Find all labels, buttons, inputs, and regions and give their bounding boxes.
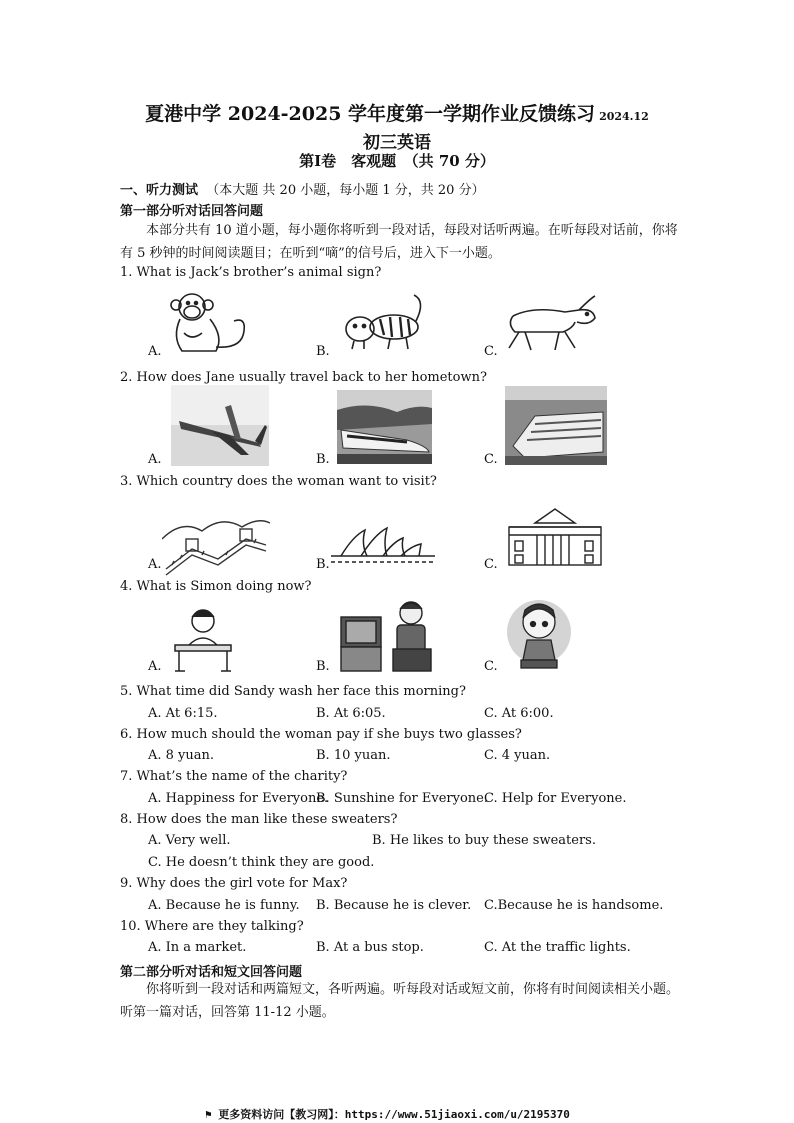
q4-option-b: B.	[316, 659, 330, 674]
q4-option-a: A.	[148, 659, 162, 674]
q6-option-a: A. 8 yuan.	[148, 748, 215, 763]
white-house-picture	[505, 505, 605, 569]
footer-text: 更多资料访问【教习网】：https://www.51jiaoxi.com/u/2195370	[218, 1108, 570, 1121]
great-wall-picture	[162, 509, 270, 577]
q7-option-b: B. Sunshine for Everyone.	[316, 791, 488, 806]
q7-option-a: A. Happiness for Everyone.	[148, 791, 329, 806]
question-2: 2. How does Jane usually travel back to her hometown?	[120, 370, 487, 385]
q9-option-b: B. Because he is clever.	[316, 898, 472, 913]
airplane-picture	[171, 385, 269, 466]
tiger-picture	[340, 291, 428, 351]
question-5: 5. What time did Sandy wash her face this morning?	[120, 684, 466, 699]
question-7: 7. What’s the name of the charity?	[120, 769, 348, 784]
q9-option-c: C.Because he is handsome.	[484, 898, 664, 913]
question-9: 9. Why does the girl vote for Max?	[120, 876, 348, 891]
footer-link[interactable]	[205, 1106, 570, 1122]
q2-option-c: C.	[484, 452, 498, 467]
q2-option-b: B.	[316, 452, 330, 467]
boy-at-desk-picture	[171, 605, 235, 673]
part2-heading: 第二部分听对话和短文回答问题	[120, 965, 303, 980]
q4-option-c: C.	[484, 659, 498, 674]
q1-option-c: C.	[484, 344, 498, 359]
q2-option-a: A.	[148, 452, 162, 467]
section1-heading: 一、听力测试	[120, 183, 199, 198]
monkey-picture	[162, 287, 254, 355]
question-4: 4. What is Simon doing now?	[120, 579, 312, 594]
q9-option-a: A. Because he is funny.	[148, 898, 300, 913]
q8-option-c: C. He doesn’t think they are good.	[148, 855, 375, 870]
q3-option-c: C.	[484, 557, 498, 572]
q7-option-c: C. Help for Everyone.	[484, 791, 627, 806]
question-1: 1. What is Jack’s brother’s animal sign?	[120, 265, 382, 280]
q6-option-b: B. 10 yuan.	[316, 748, 391, 763]
q10-option-c: C. At the traffic lights.	[484, 940, 631, 955]
section1-note: （本大题 共 20 小题，每小题 1 分，共 20 分）	[206, 183, 485, 198]
opera-house-picture	[331, 526, 435, 566]
q1-option-a: A.	[148, 344, 162, 359]
question-3: 3. Which country does the woman want to visit?	[120, 474, 437, 489]
q8-option-a: A. Very well.	[148, 833, 231, 848]
part1-heading: 第一部分听对话回答问题	[120, 204, 264, 219]
q1-option-b: B.	[316, 344, 330, 359]
title-date: 2024.12	[599, 110, 649, 123]
q3-option-b: B.	[316, 557, 330, 572]
q5-option-a: A. At 6:15.	[148, 706, 218, 721]
boy-sitting-picture	[503, 596, 575, 672]
subject-title: 初三英语	[363, 133, 431, 153]
question-6: 6. How much should the woman pay if she buys two glasses?	[120, 727, 522, 742]
q5-option-b: B. At 6:05.	[316, 706, 386, 721]
cruise-ship-picture	[505, 386, 607, 465]
q3-option-a: A.	[148, 557, 162, 572]
page-title	[0, 99, 794, 126]
q8-option-b: B. He likes to buy these sweaters.	[372, 833, 596, 848]
q10-option-a: A. In a market.	[148, 940, 247, 955]
q6-option-c: C. 4 yuan.	[484, 748, 551, 763]
high-speed-train-picture	[337, 390, 432, 464]
question-10: 10. Where are they talking?	[120, 919, 304, 934]
goat-picture	[503, 292, 599, 354]
title-text: 夏港中学 2024-2025 学年度第一学期作业反馈练习	[145, 103, 596, 125]
volume-title: 第Ⅰ卷 客观题 （共 70 分）	[299, 152, 495, 170]
question-8: 8. How does the man like these sweaters?	[120, 812, 398, 827]
q10-option-b: B. At a bus stop.	[316, 940, 424, 955]
flag-icon: ⚑	[205, 1108, 212, 1121]
part1-instructions: 本部分共有 10 道小题，每小题你将听到一段对话，每段对话听两遍。在听每段对话前，你将有 5 秒钟的时间阅读题目；在听到“嘀”的信号后，进入下一小题。	[120, 223, 678, 261]
section1-heading-line	[120, 179, 485, 198]
part2-instructions: 你将听到一段对话和两篇短文，各听两遍。听每段对话或短文前，你将有时间阅读相关小题。听第一篇对话，回答第 11-12 小题。	[120, 982, 680, 1020]
boy-watching-tv-picture	[337, 599, 437, 673]
q5-option-c: C. At 6:00.	[484, 706, 554, 721]
